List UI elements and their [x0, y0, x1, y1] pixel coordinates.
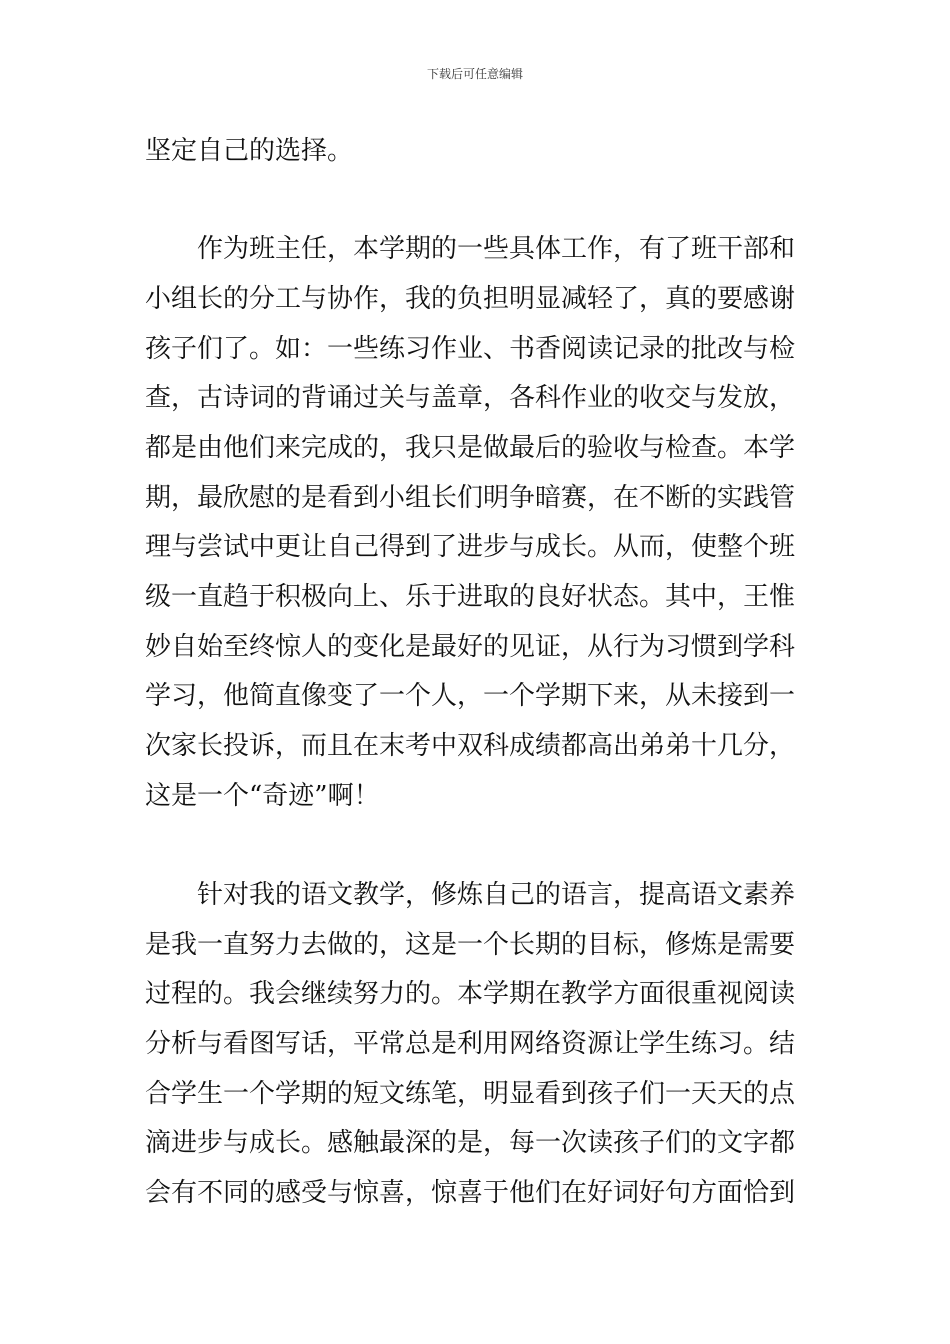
paragraph-2-line-1: 作为班主任，本学期的一些具体工作，有了班干部和 [197, 234, 796, 264]
paragraph-3-line-5: 合学生一个学期的短文练笔，明显看到孩子们一天天的点 [145, 1079, 796, 1109]
paragraph-2-line-9: 妙自始至终惊人的变化是最好的见证，从行为习惯到学科 [145, 632, 796, 662]
paragraph-2-line-12: 这是一个“奇迹”啊！ [145, 781, 380, 811]
paragraph-2-line-3: 孩子们了。如：一些练习作业、书香阅读记录的批改与检 [145, 334, 796, 364]
paragraph-3-line-3: 过程的。我会继续努力的。本学期在教学方面很重视阅读 [145, 979, 796, 1009]
paragraph-3-line-7: 会有不同的感受与惊喜，惊喜于他们在好词好句方面恰到 [145, 1178, 796, 1208]
paragraph-3-line-4: 分析与看图写话，平常总是利用网络资源让学生练习。结 [145, 1029, 796, 1059]
paragraph-3-line-2: 是我一直努力去做的，这是一个长期的目标，修炼是需要 [145, 930, 796, 960]
paragraph-2-line-7: 理与尝试中更让自己得到了进步与成长。从而，使整个班 [145, 532, 796, 562]
paragraph-2-line-4: 查，古诗词的背诵过关与盖章，各科作业的收交与发放， [145, 383, 796, 413]
paragraph-3-line-1: 针对我的语文教学，修炼自己的语言，提高语文素养 [197, 880, 796, 910]
paragraph-2-line-6: 期，最欣慰的是看到小组长们明争暗赛，在不断的实践管 [145, 483, 796, 513]
paragraph-3-line-6: 滴进步与成长。感触最深的是，每一次读孩子们的文字都 [145, 1128, 796, 1158]
header-note: 下载后可任意编辑 [426, 67, 523, 81]
paragraph-2-line-10: 学习，他简直像变了一个人，一个学期下来，从未接到一 [145, 681, 796, 711]
paragraph-2-line-2: 小组长的分工与协作，我的负担明显减轻了，真的要感谢 [145, 284, 796, 314]
paragraph-2-line-11: 次家长投诉，而且在末考中双科成绩都高出弟弟十几分， [145, 731, 796, 761]
paragraph-2-line-5: 都是由他们来完成的，我只是做最后的验收与检查。本学 [145, 433, 796, 463]
paragraph-2-line-8: 级一直趋于积极向上、乐于进取的良好状态。其中，王惟 [145, 582, 796, 612]
paragraph-1-line-1: 坚定自己的选择。 [145, 136, 354, 166]
